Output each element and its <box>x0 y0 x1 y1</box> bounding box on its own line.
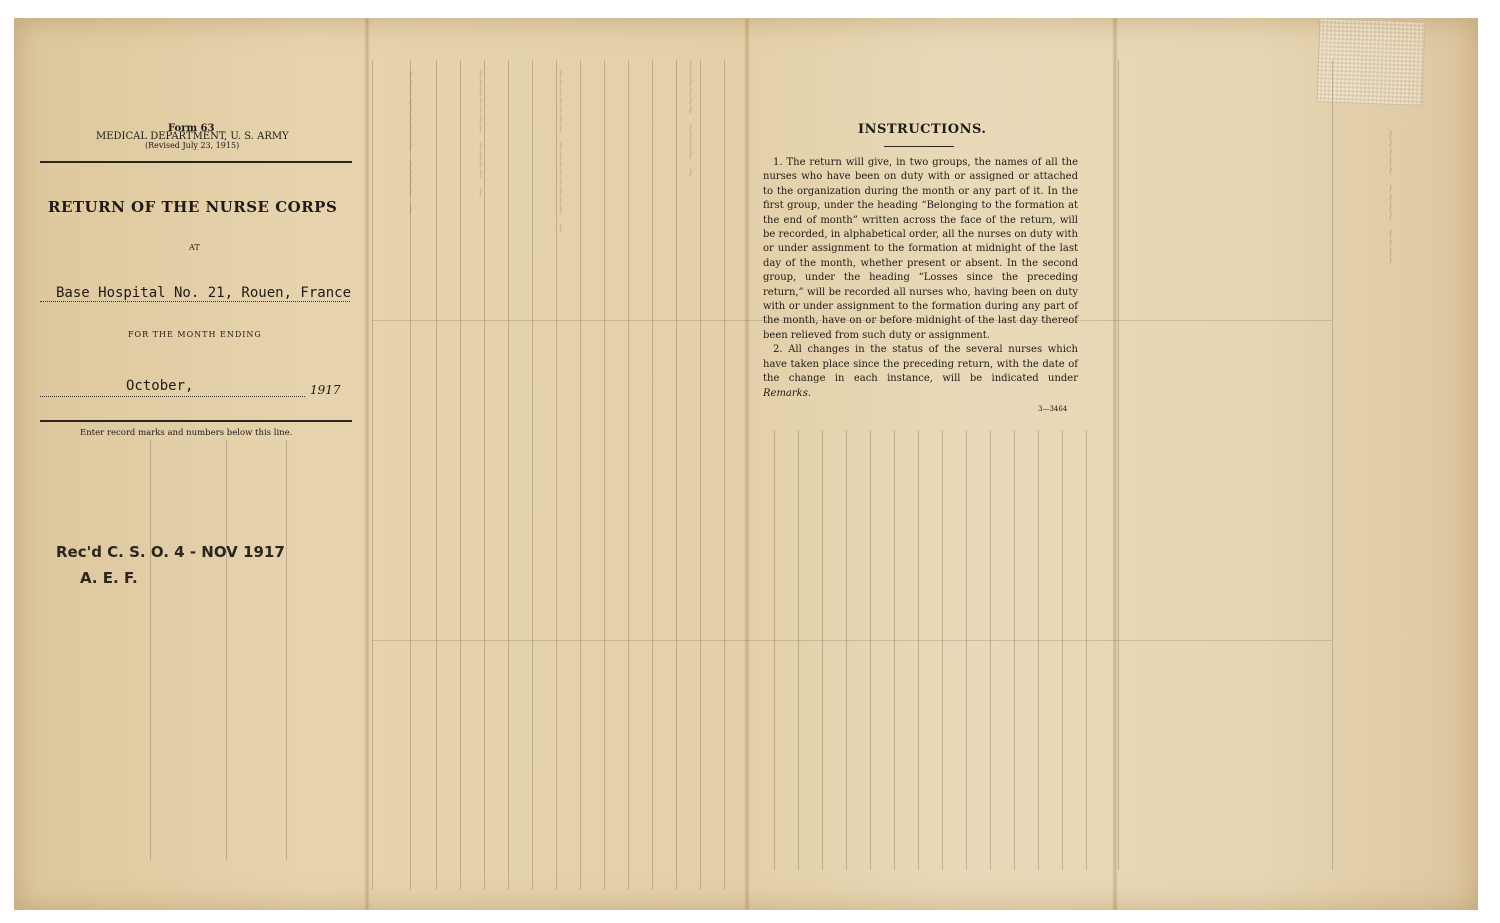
aef-stamp: A. E. F. <box>80 569 138 587</box>
hospital-location: Base Hospital No. 21, Rouen, France <box>56 285 352 301</box>
form-number: Form 63 <box>168 123 215 134</box>
bleed-through-text: ~~~~~~~ ~~~~~~~~ ~ <box>552 70 570 233</box>
page-title: RETURN OF THE NURSE CORPS <box>48 198 338 216</box>
revision-date: (Revised July 23, 1915) <box>145 141 240 150</box>
report-month: October, <box>126 378 194 394</box>
bleed-through-text: ~~~~~~~ ~~~~ ~ <box>472 70 490 197</box>
report-year: 1917 <box>310 383 341 397</box>
bleed-through-text: ~~~~~ ~~~~ ~~~~ <box>1382 130 1400 266</box>
instruction-paragraph-1: 1. The return will give, in two groups, the names of all the nurses who have been on duty with or assigned or attached to the organization during the month or any part of it. In the first group, under the heading “Belonging to the formation at the end of month” written across the face of the return, will be recorded, in alphabetical order, all the nurses on duty with or under assignment to the formation at midnight of the last day of the month, whether present or absent. In the second group, under the heading “Losses since the preceding return,” will be recorded all nurses who, having been on duty with or under assignment to the formation during any part of the month, have on or before midnight of the last day thereof been relieved from such duty or assignment. <box>763 157 1078 341</box>
at-label: AT <box>189 243 200 252</box>
instructions-title: INSTRUCTIONS. <box>858 122 987 137</box>
remarks-word: Remarks. <box>763 387 812 399</box>
document-sheet <box>14 18 1478 910</box>
fold-line <box>744 18 750 910</box>
form-print-code: 3—3464 <box>1038 405 1068 413</box>
instruction-paragraph-2 <box>763 343 1078 401</box>
fold-line <box>364 18 370 910</box>
received-stamp: Rec'd C. S. O. 4 - NOV 1917 <box>56 543 285 561</box>
bleed-through-text: ~~~~~~ ~~~~ ~ <box>682 60 700 178</box>
month-underline <box>40 396 305 397</box>
header-rule <box>40 161 352 163</box>
instructions-title-rule <box>884 146 954 147</box>
enter-record-note: Enter record marks and numbers below this line. <box>80 428 293 438</box>
location-underline <box>40 301 350 302</box>
month-ending-label: FOR THE MONTH ENDING <box>128 330 262 339</box>
bleed-through-text: ~~~~~~~~~ ~~~~ ~ <box>402 70 420 215</box>
section-rule <box>40 420 352 422</box>
department-name: MEDICAL DEPARTMENT, U. S. ARMY <box>96 131 289 142</box>
instructions-body <box>763 156 1078 401</box>
instruction-paragraph-2-text: 2. All changes in the status of the several nurses which have taken place since the preceding return, with the date of the change in each instance, will be indicated under <box>763 344 1078 385</box>
